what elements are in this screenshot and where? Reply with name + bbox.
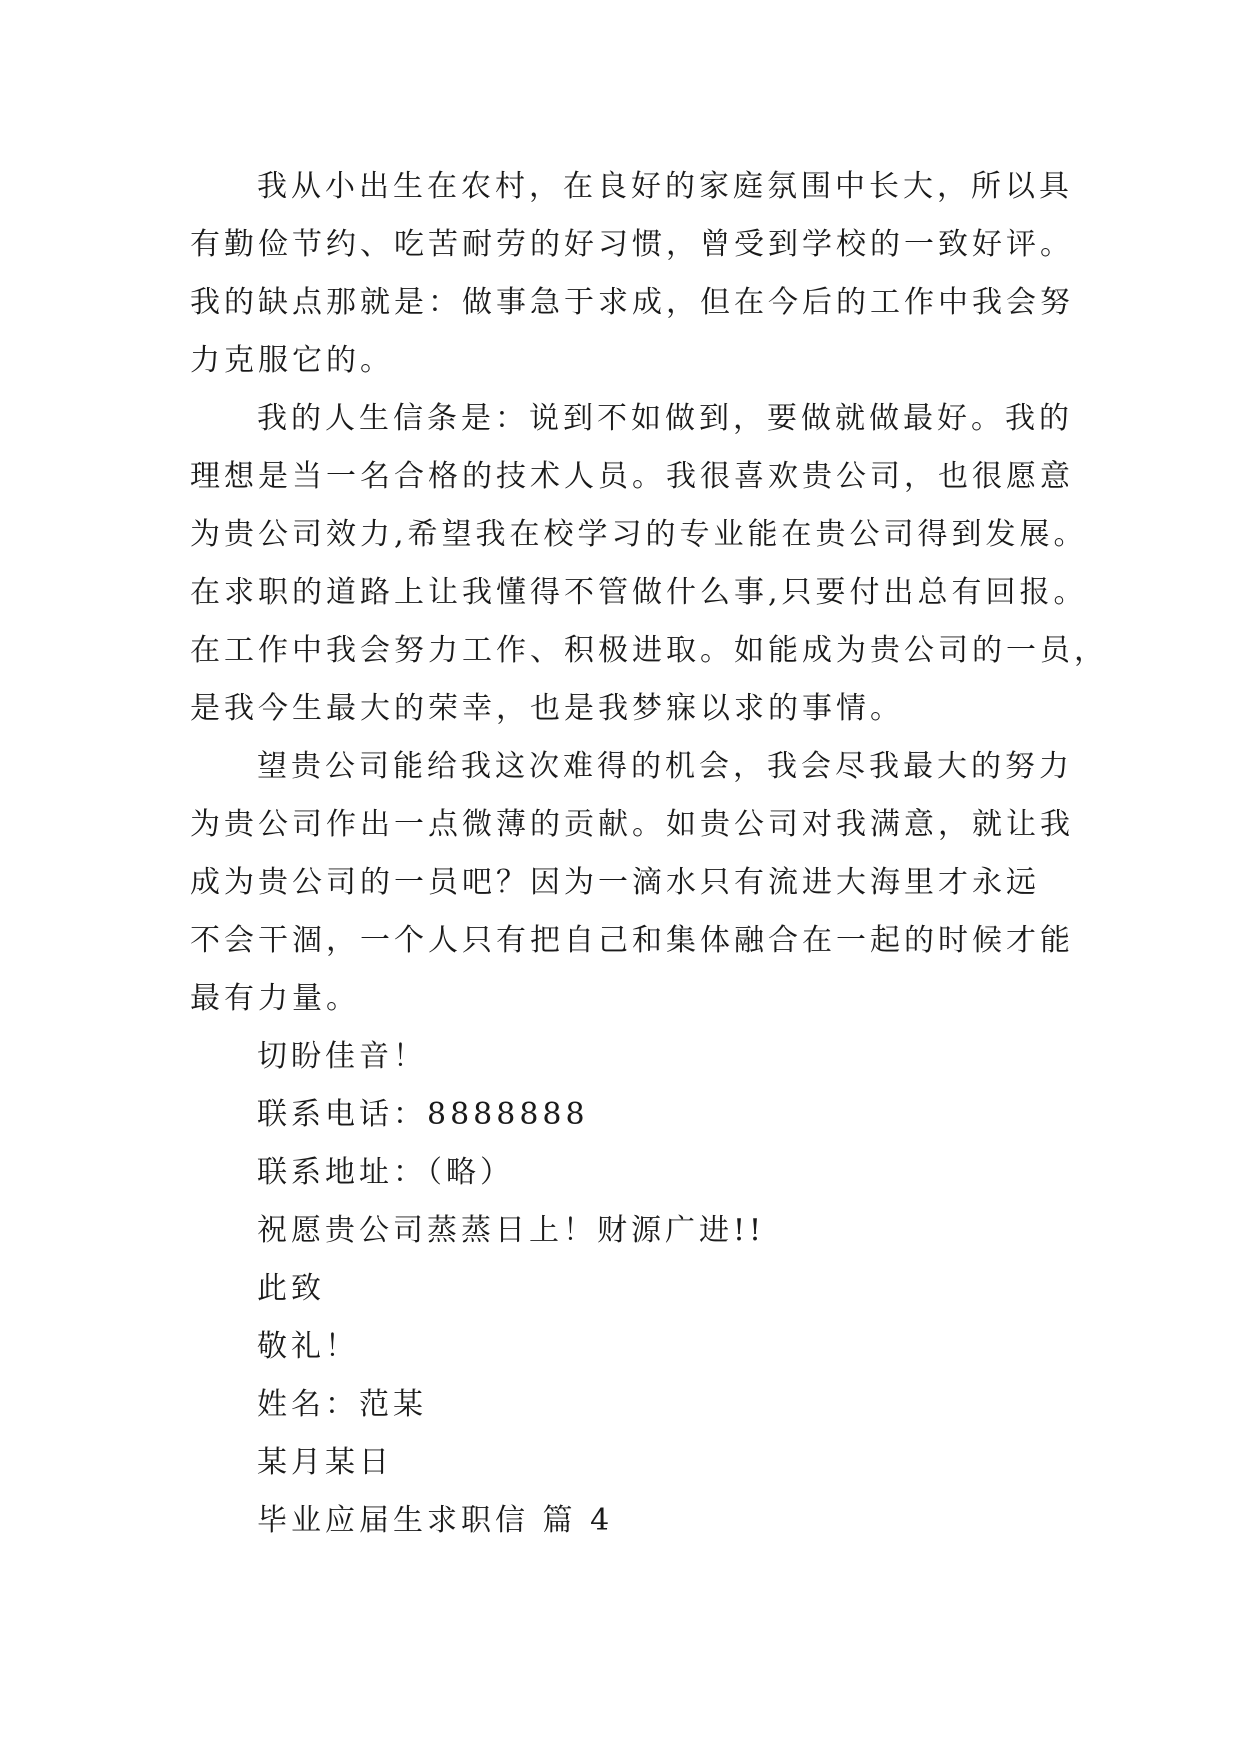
- paragraph-2-line-3: 为贵公司效力,希望我在校学习的专业能在贵公司得到发展。: [190, 517, 1088, 552]
- paragraph-3-line-3: 成为贵公司的一员吧？因为一滴水只有流进大海里才永远: [190, 865, 1040, 900]
- salutation-cizhi: 此致: [257, 1271, 325, 1306]
- paragraph-2-line-1: 我的人生信条是：说到不如做到，要做就做最好。我的: [257, 401, 1073, 436]
- paragraph-3-line-5: 最有力量。: [190, 981, 360, 1016]
- paragraph-1-line-2: 有勤俭节约、吃苦耐劳的好习惯，曾受到学校的一致好评。: [190, 227, 1074, 262]
- signature-name: 姓名：范某: [257, 1387, 427, 1422]
- signature-date: 某月某日: [257, 1445, 393, 1480]
- next-section-heading: 毕业应届生求职信 篇 4: [257, 1503, 614, 1538]
- paragraph-1-line-4: 力克服它的。: [190, 343, 394, 378]
- paragraph-2-line-2: 理想是当一名合格的技术人员。我很喜欢贵公司，也很愿意: [190, 459, 1074, 494]
- paragraph-3-line-1: 望贵公司能给我这次难得的机会，我会尽我最大的努力: [257, 749, 1073, 784]
- paragraph-3-line-4: 不会干涸，一个人只有把自己和集体融合在一起的时候才能: [190, 923, 1074, 958]
- salutation-jingli: 敬礼！: [257, 1329, 359, 1364]
- paragraph-2-line-5: 在工作中我会努力工作、积极进取。如能成为贵公司的一员，: [190, 633, 1108, 668]
- closing-hope: 切盼佳音！: [257, 1039, 427, 1074]
- paragraph-1-line-3: 我的缺点那就是：做事急于求成，但在今后的工作中我会努: [190, 285, 1074, 320]
- paragraph-1-line-1: 我从小出生在农村，在良好的家庭氛围中长大，所以具: [257, 169, 1073, 204]
- contact-address: 联系地址：（略）: [257, 1155, 514, 1190]
- closing-wish: 祝愿贵公司蒸蒸日上！财源广进!!: [257, 1213, 766, 1248]
- contact-phone: 联系电话：8888888: [257, 1097, 589, 1132]
- paragraph-2-line-4: 在求职的道路上让我懂得不管做什么事,只要付出总有回报。: [190, 575, 1088, 610]
- paragraph-3-line-2: 为贵公司作出一点微薄的贡献。如贵公司对我满意，就让我: [190, 807, 1074, 842]
- paragraph-2-line-6: 是我今生最大的荣幸，也是我梦寐以求的事情。: [190, 691, 904, 726]
